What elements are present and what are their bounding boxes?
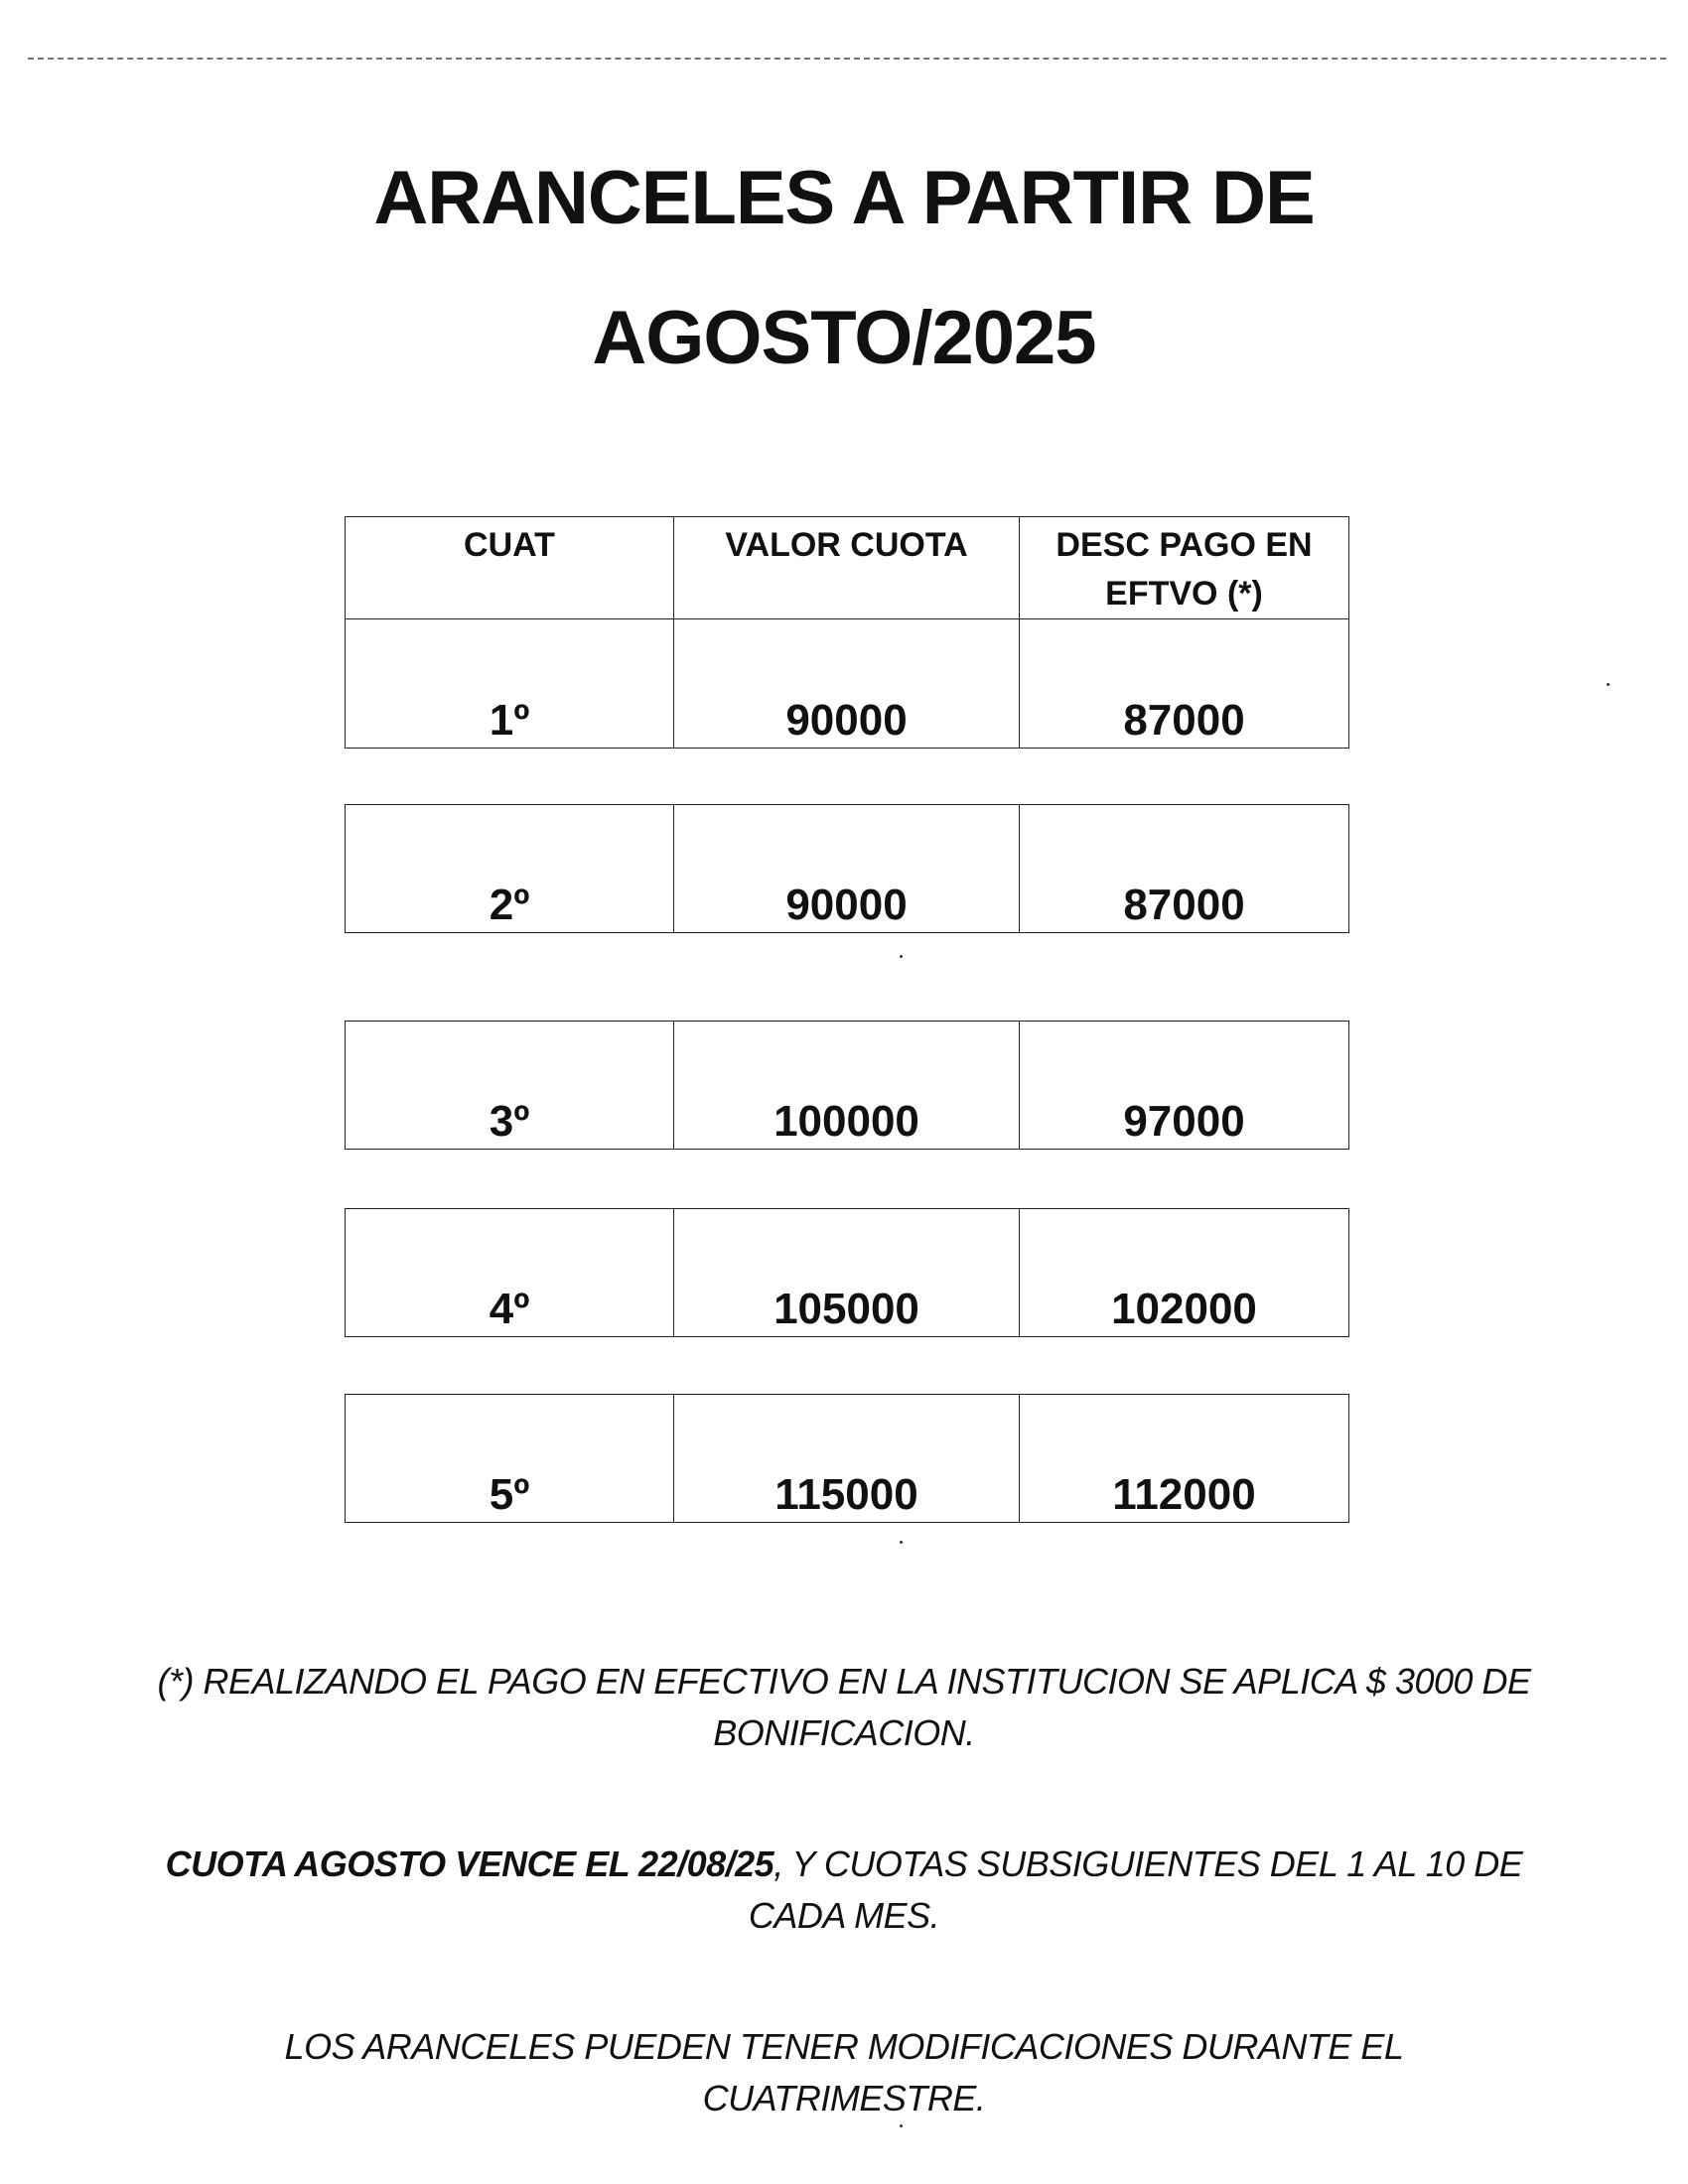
valor-value: 90000 — [785, 881, 908, 929]
table-row-3 — [345, 1021, 1349, 1150]
table-row-2 — [345, 804, 1349, 933]
cell-valor — [674, 1209, 1020, 1336]
desc-value: 97000 — [1123, 1097, 1245, 1146]
valor-value: 90000 — [785, 696, 908, 745]
cell-desc — [1020, 805, 1348, 932]
desc-value: 87000 — [1123, 881, 1245, 929]
cuat-value: 3º — [489, 1097, 530, 1146]
scan-dashed-rule — [28, 58, 1666, 60]
table-row-4 — [345, 1208, 1349, 1337]
cell-desc — [1020, 1022, 1348, 1149]
cell-valor — [674, 619, 1020, 748]
header-desc-pago: DESC PAGO EN EFTVO (*) — [1055, 526, 1313, 613]
desc-value: 102000 — [1111, 1285, 1257, 1333]
cell-cuat — [346, 619, 674, 748]
due-date-emphasis: CUOTA AGOSTO VENCE EL 22/08/25 — [165, 1843, 774, 1884]
cuat-value: 5º — [489, 1470, 530, 1519]
cuat-value: 1º — [489, 696, 530, 745]
cuat-value: 4º — [489, 1285, 530, 1333]
desc-value: 112000 — [1112, 1470, 1256, 1519]
page-title-line-2: AGOSTO/2025 — [592, 296, 1096, 380]
due-date-rest: , Y CUOTAS SUBSIGUIENTES DEL 1 AL 10 DE CADA MES. — [748, 1843, 1523, 1936]
cash-discount-note: (*) REALIZANDO EL PAGO EN EFECTIVO EN LA INSTITUCION SE APLICA $ 3000 DE BONIFICACION. — [157, 1661, 1531, 1753]
scan-speck — [900, 1541, 903, 1544]
cuat-value: 2º — [489, 881, 530, 929]
header-cuat: CUAT — [346, 517, 674, 618]
cell-valor — [674, 1022, 1020, 1149]
valor-value: 115000 — [774, 1470, 918, 1519]
table-row-5 — [345, 1394, 1349, 1523]
cell-desc — [1020, 619, 1348, 748]
header-valor-cuota: VALOR CUOTA — [674, 517, 1020, 618]
valor-value: 100000 — [774, 1097, 919, 1146]
cell-valor — [674, 805, 1020, 932]
scan-speck — [1607, 683, 1610, 686]
cell-cuat — [346, 1395, 674, 1522]
desc-value: 87000 — [1123, 696, 1245, 745]
cell-cuat — [346, 1209, 674, 1336]
scan-speck — [900, 955, 903, 958]
table-row-1 — [345, 619, 1349, 749]
cell-desc — [1020, 1209, 1348, 1336]
cell-desc — [1020, 1395, 1348, 1522]
due-date-note — [139, 1839, 1549, 1942]
page-title-line-1: ARANCELES A PARTIR DE — [373, 156, 1315, 240]
cell-cuat — [346, 1022, 674, 1149]
cell-cuat — [346, 805, 674, 932]
cell-valor — [674, 1395, 1020, 1522]
table-header-row — [345, 516, 1349, 619]
valor-value: 105000 — [774, 1285, 919, 1333]
modifications-note: LOS ARANCELES PUEDEN TENER MODIFICACIONES DURANTE EL CUATRIMESTRE. — [284, 2026, 1404, 2118]
scan-speck — [900, 2124, 903, 2127]
